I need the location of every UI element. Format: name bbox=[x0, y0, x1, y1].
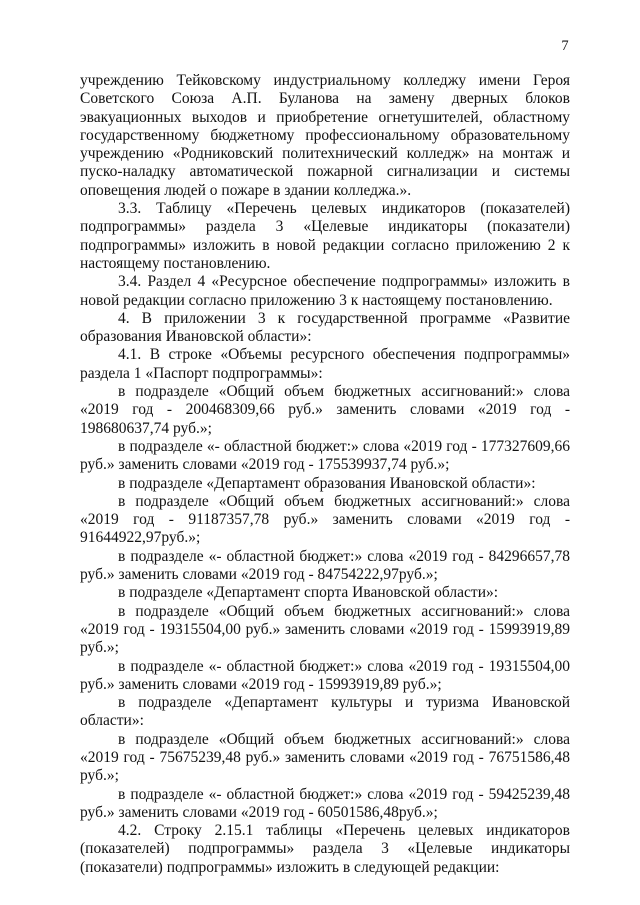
paragraph-continuation: учреждению Тейковскому индустриальному колледжу имени Героя Советского Союза А.П. Буланова на замену дверных блоков эвакуационных выходов и приобретение огнетушителей, областному государственному бюджетному профессиональному образовательному учреждению «Родниковский политехнический колледж» на монтаж и пуско-наладку автоматической пожарной сигнализации и системы оповещения людей о пожаре в здании колледжа.». bbox=[80, 72, 570, 199]
paragraph-culture-total: в подразделе «Общий объем бюджетных ассигнований:» слова «2019 год - 75675239,48 руб.» заменить словами «2019 год - 76751586,48 руб.»; bbox=[80, 730, 570, 785]
paragraph-sport-regional: в подразделе «- областной бюджет:» слова «2019 год - 19315504,00 руб.» заменить словами «2019 год - 15993919,89 руб.»; bbox=[80, 657, 570, 693]
paragraph-culture-regional: в подразделе «- областной бюджет:» слова «2019 год - 59425239,48 руб.» заменить словами «2019 год - 60501586,48руб.»; bbox=[80, 785, 570, 821]
paragraph-4-1: 4.1. В строке «Объемы ресурсного обеспечения подпрограммы» раздела 1 «Паспорт подпрограммы»: bbox=[80, 346, 570, 382]
paragraph-4-2: 4.2. Строку 2.15.1 таблицы «Перечень целевых индикаторов (показателей) подпрограммы» раздела 3 «Целевые индикаторы (показатели) подпрограммы» изложить в следующей редакции: bbox=[80, 822, 570, 876]
paragraph-3-4: 3.4. Раздел 4 «Ресурсное обеспечение подпрограммы» изложить в новой редакции согласно приложению 3 к настоящему постановлению. bbox=[80, 273, 570, 309]
document-body bbox=[80, 72, 570, 877]
paragraph-3-3: 3.3. Таблицу «Перечень целевых индикаторов (показателей) подпрограммы» раздела 3 «Целевые индикаторы (показатели) подпрограммы» изложить в новой редакции согласно приложению 2 к настоящему постановлению. bbox=[80, 200, 570, 272]
paragraph-education-regional: в подразделе «- областной бюджет:» слова «2019 год - 84296657,78 руб.» заменить словами «2019 год - 84754222,97руб.»; bbox=[80, 547, 570, 584]
paragraph-dept-sport: в подразделе «Департамент спорта Ивановской области»: bbox=[118, 584, 499, 602]
page-number: 7 bbox=[561, 38, 569, 54]
paragraph-education-total: в подразделе «Общий объем бюджетных ассигнований:» слова «2019 год - 91187357,78 руб.» заменить словами «2019 год - 91644922,97руб.»; bbox=[80, 492, 570, 547]
paragraph-dept-culture: в подразделе «Департамент культуры и туризма Ивановской области»: bbox=[80, 694, 570, 730]
paragraph-sport-total: в подразделе «Общий объем бюджетных ассигнований:» слова «2019 год - 19315504,00 руб.» заменить словами «2019 год - 15993919,89 руб.»; bbox=[80, 602, 570, 657]
paragraph-4: 4. В приложении 3 к государственной программе «Развитие образования Ивановской области»: bbox=[80, 309, 570, 346]
paragraph-regional-budget: в подразделе «- областной бюджет:» слова «2019 год - 177327609,66 руб.» заменить словами «2019 год - 175539937,74 руб.»; bbox=[80, 437, 570, 474]
paragraph-dept-education: в подразделе «Департамент образования Ивановской области»: bbox=[118, 474, 536, 492]
paragraph-total-budget: в подразделе «Общий объем бюджетных ассигнований:» слова «2019 год - 200468309,66 руб.» заменить словами «2019 год - 198680637,74 руб.»; bbox=[80, 383, 570, 437]
